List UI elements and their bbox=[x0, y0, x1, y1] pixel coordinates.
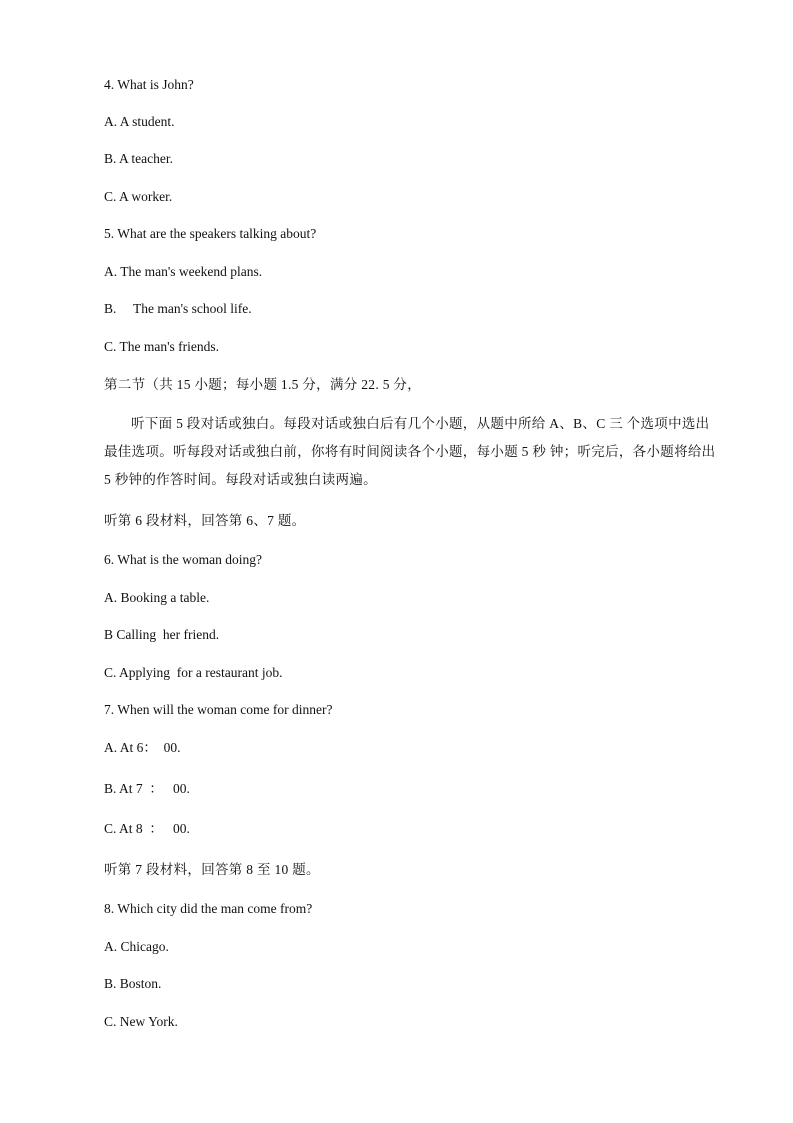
question-5-option-c: C. The man's friends. bbox=[104, 339, 220, 354]
question-7-option-b: B. At 7 ： 00. bbox=[104, 781, 190, 796]
question-6-option-c: C. Applying for a restaurant job. bbox=[104, 665, 283, 680]
question-4-option-c: C. A worker. bbox=[104, 189, 173, 204]
question-7-option-a: A. At 6： 00. bbox=[104, 740, 181, 755]
question-8-option-a: A. Chicago. bbox=[104, 939, 169, 954]
question-6-option-a: A. Booking a table. bbox=[104, 590, 210, 605]
section-2-heading: 第二节（共 15 小题；每小题 1.5 分，满分 22. 5 分， bbox=[104, 377, 422, 392]
question-8: 8. Which city did the man come from? bbox=[104, 901, 313, 916]
question-8-option-b: B. Boston. bbox=[104, 976, 162, 991]
section-2-instructions: 听下面 5 段对话或独白。每段对话或独白后有几个小题，从题中所给 A、B、C 三 个选项中选出最佳选项。听每段对话或独白前，你将有时间阅读各个小题，每小题 5 秒 钟；听完后，各小题将给出 5 秒钟的作答时间。每段对话或独白读两遍。 bbox=[104, 416, 716, 487]
material-6-heading: 听第 6 段材料，回答第 6、7 题。 bbox=[104, 513, 306, 528]
question-4-option-a: A. A student. bbox=[104, 114, 175, 129]
question-7: 7. When will the woman come for dinner? bbox=[104, 702, 333, 717]
question-6-option-b: B Calling her friend. bbox=[104, 627, 220, 642]
question-7-option-c: C. At 8 ： 00. bbox=[104, 821, 190, 836]
question-8-option-c: C. New York. bbox=[104, 1014, 178, 1029]
question-5: 5. What are the speakers talking about? bbox=[104, 226, 317, 241]
question-6: 6. What is the woman doing? bbox=[104, 552, 262, 567]
question-4-option-b: B. A teacher. bbox=[104, 151, 173, 166]
question-5-option-b: B. The man's school life. bbox=[104, 301, 252, 316]
material-7-heading: 听第 7 段材料，回答第 8 至 10 题。 bbox=[104, 862, 320, 877]
question-5-option-a: A. The man's weekend plans. bbox=[104, 264, 263, 279]
question-4: 4. What is John? bbox=[104, 77, 194, 92]
